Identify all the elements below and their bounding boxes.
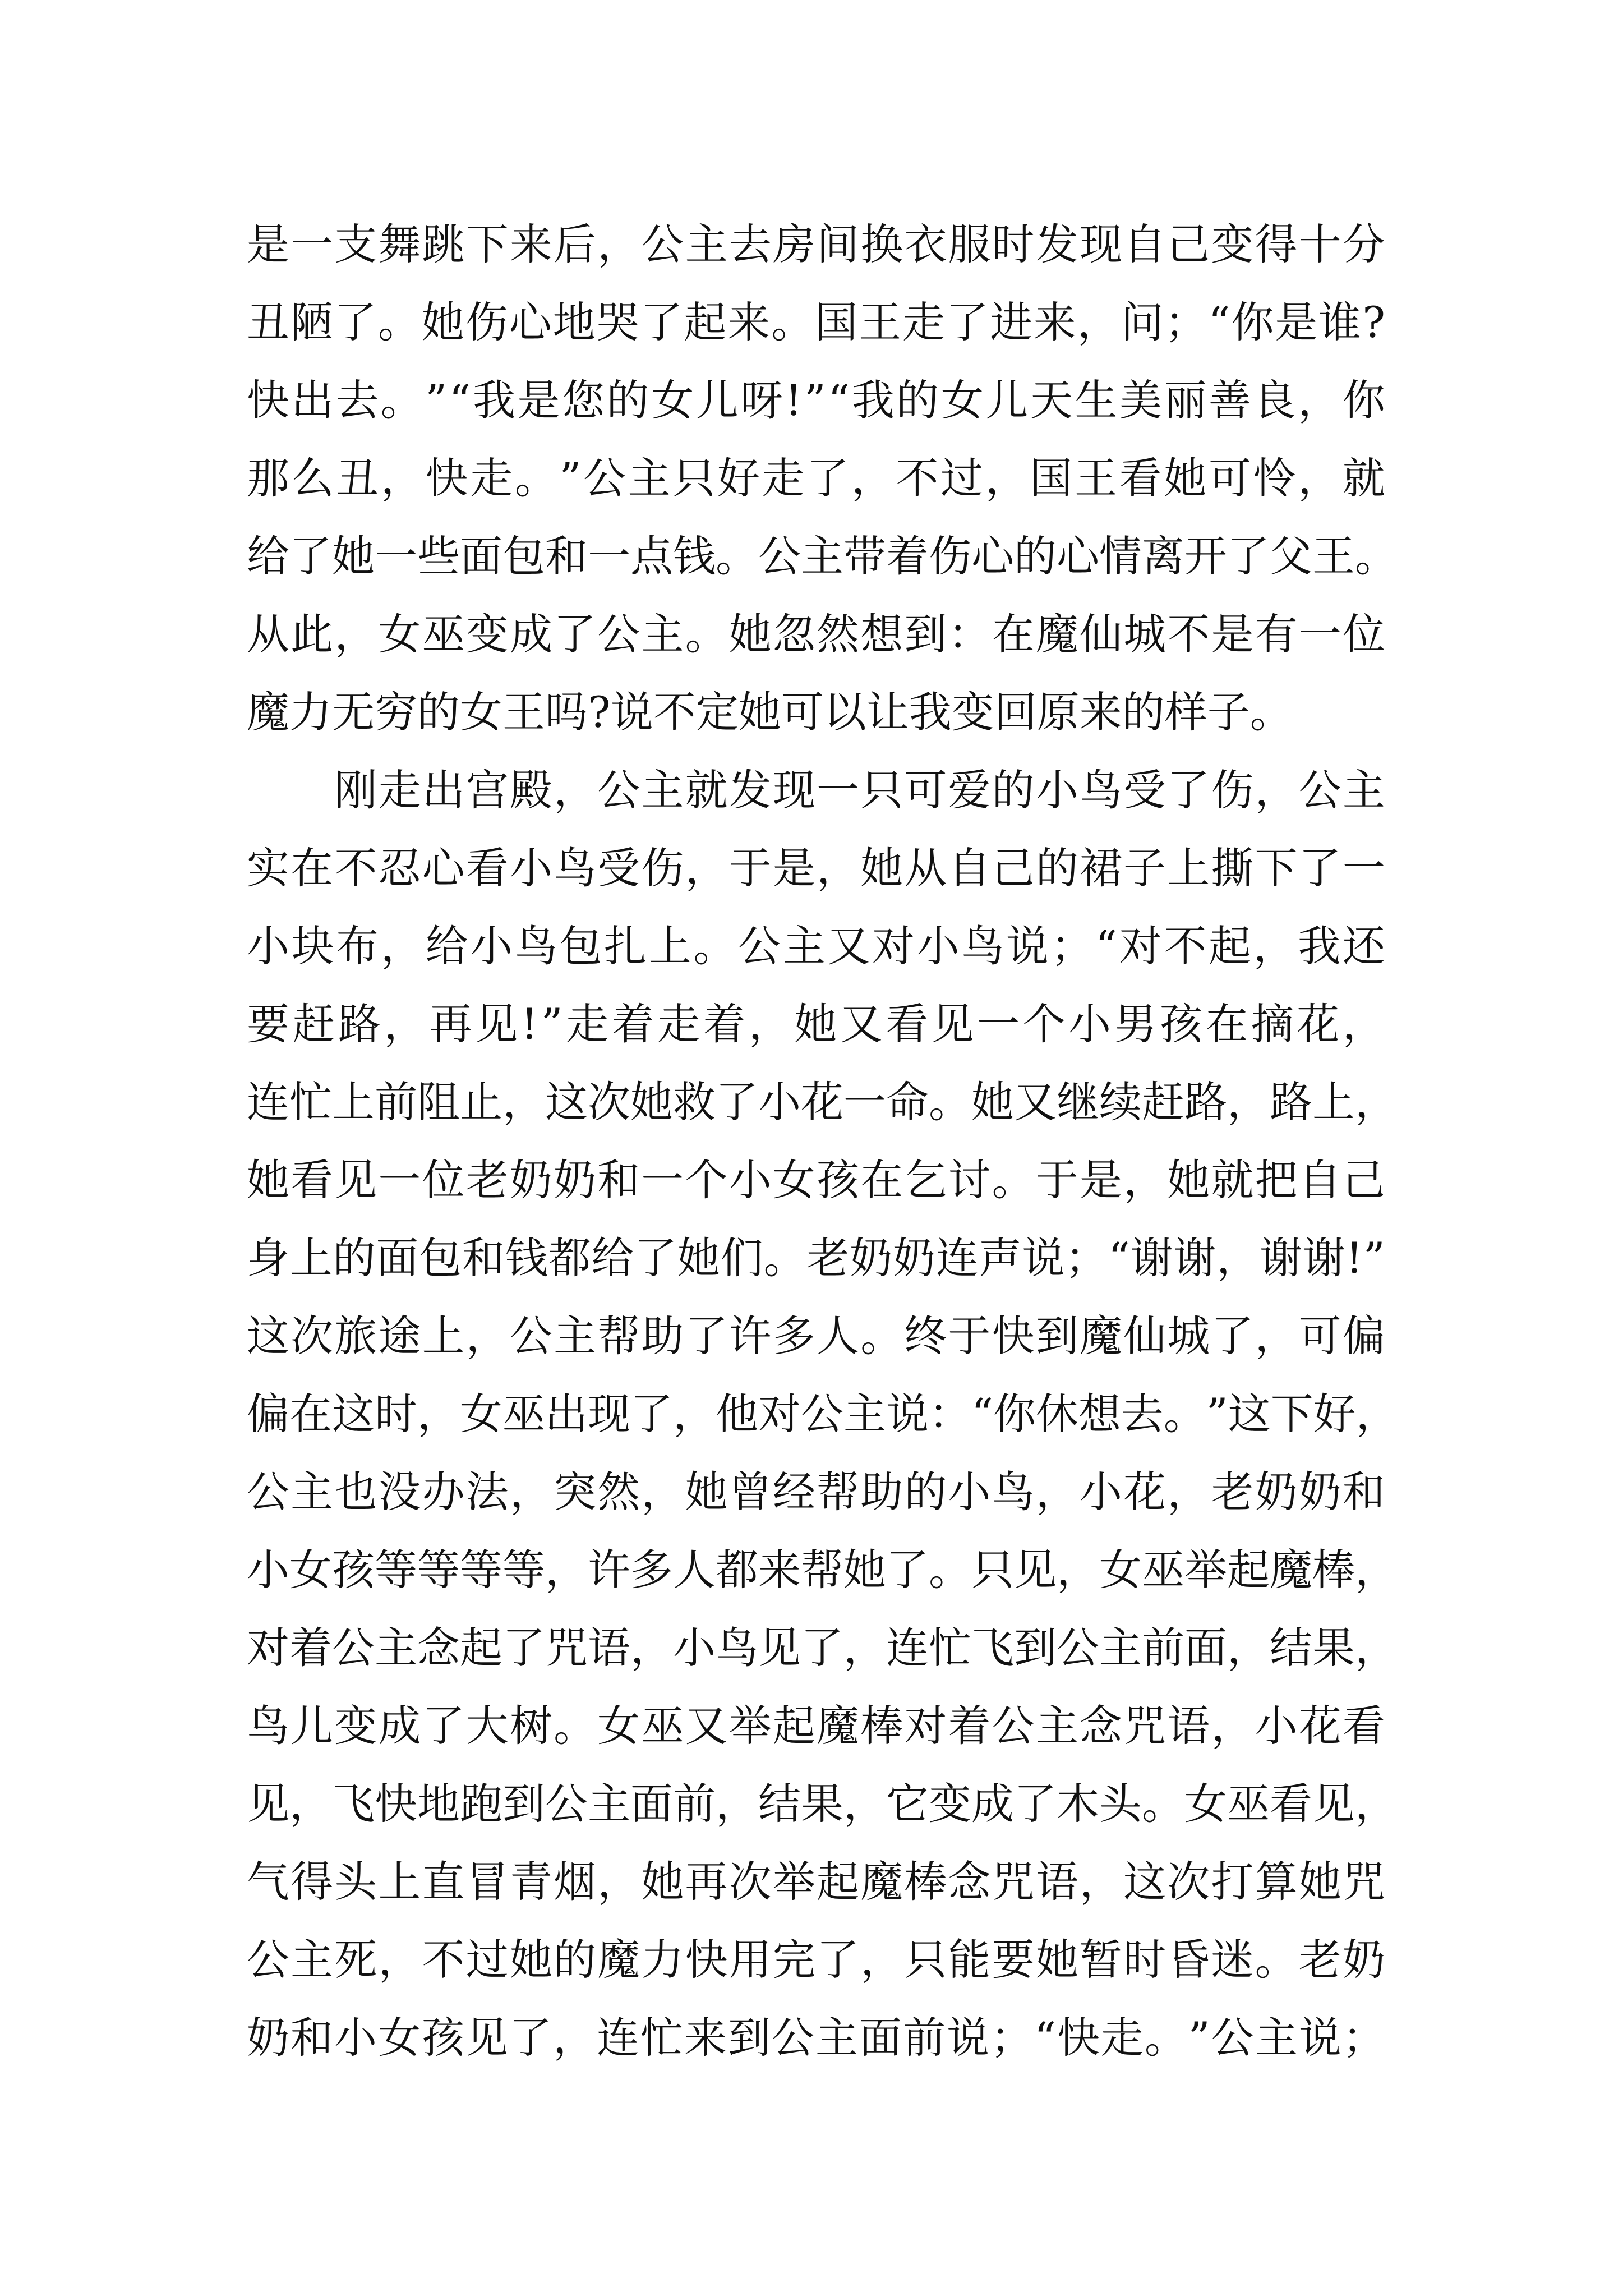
text-line: 身 上 的 面 包 和 钱 都 给 了 她 们 。 老 奶 奶 连 声 说 ； “ 谢 谢 ， 谢 谢 ! ” (247, 1233, 1385, 1283)
text-line: 快 出 去 。 ” “ 我 是 您 的 女 儿 呀 ! ” “ 我 的 女 儿 天 生 美 丽 善 良 ， 你 (247, 375, 1385, 425)
text-line: 气 得 头 上 直 冒 青 烟 ， 她 再 次 举 起 魔 棒 念 咒 语 ， 这 次 打 算 她 咒 (247, 1857, 1385, 1907)
paragraph-first-line: 刚 走 出 宫 殿 ， 公 主 就 发 现 一 只 可 爱 的 小 鸟 受 了 伤 ， 公 主 (334, 765, 1385, 815)
text-line: 她 看 见 一 位 老 奶 奶 和 一 个 小 女 孩 在 乞 讨 。 于 是 ， 她 就 把 自 己 (247, 1155, 1385, 1205)
text-line: 要 赶 路 ， 再 见 ! ” 走 着 走 着 ， 她 又 看 见 一 个 小 男 孩 在 摘 花 ， (247, 999, 1385, 1049)
text-line: 魔力无穷的女王吗?说不定她可以让我变回原来的样子。 (247, 687, 1293, 737)
text-line: 给 了 她 一 些 面 包 和 一 点 钱 。 公 主 带 着 伤 心 的 心 情 离 开 了 父 王 。 (247, 531, 1398, 581)
story-text (247, 205, 1399, 2077)
text-line: 实 在 不 忍 心 看 小 鸟 受 伤 ， 于 是 ， 她 从 自 己 的 裙 子 上 撕 下 了 一 (247, 843, 1385, 893)
text-line: 这 次 旅 途 上 ， 公 主 帮 助 了 许 多 人 。 终 于 快 到 魔 仙 城 了 ， 可 偏 (247, 1311, 1385, 1361)
text-line: 连 忙 上 前 阻 止 ， 这 次 她 救 了 小 花 一 命 。 她 又 继 续 赶 路 ， 路 上 ， (247, 1077, 1398, 1127)
text-line: 是 一 支 舞 跳 下 来 后 ， 公 主 去 房 间 换 衣 服 时 发 现 自 己 变 得 十 分 (247, 219, 1385, 269)
text-line: 那 么 丑 ， 快 走 。 ” 公 主 只 好 走 了 ， 不 过 ， 国 王 看 她 可 怜 ， 就 (247, 453, 1385, 503)
text-line: 公 主 也 没 办 法 ， 突 然 ， 她 曾 经 帮 助 的 小 鸟 ， 小 花 ， 老 奶 奶 和 (247, 1467, 1385, 1517)
text-line: 偏 在 这 时 ， 女 巫 出 现 了 ， 他 对 公 主 说 ： “ 你 休 想 去 。 ” 这 下 好 ， (247, 1389, 1399, 1439)
text-line: 奶 和 小 女 孩 见 了 ， 连 忙 来 到 公 主 面 前 说 ； “ 快 走 。 ” 公 主 说 ； (247, 2013, 1385, 2063)
text-line: 小 女 孩 等 等 等 等 ， 许 多 人 都 来 帮 她 了 。 只 见 ， 女 巫 举 起 魔 棒 ， (247, 1545, 1398, 1595)
text-line: 见 ， 飞 快 地 跑 到 公 主 面 前 ， 结 果 ， 它 变 成 了 木 头 。 女 巫 看 见 ， (247, 1779, 1398, 1829)
text-line: 小 块 布 ， 给 小 鸟 包 扎 上 。 公 主 又 对 小 鸟 说 ； “ 对 不 起 ， 我 还 (247, 921, 1385, 971)
text-line: 鸟 儿 变 成 了 大 树 。 女 巫 又 举 起 魔 棒 对 着 公 主 念 咒 语 ， 小 花 看 (247, 1701, 1385, 1751)
text-line: 从 此 ， 女 巫 变 成 了 公 主 。 她 忽 然 想 到 ： 在 魔 仙 城 不 是 有 一 位 (247, 609, 1385, 659)
text-line: 公 主 死 ， 不 过 她 的 魔 力 快 用 完 了 ， 只 能 要 她 暂 时 昏 迷 。 老 奶 (247, 1935, 1385, 1985)
text-line: 对 着 公 主 念 起 了 咒 语 ， 小 鸟 见 了 ， 连 忙 飞 到 公 主 前 面 ， 结 果 ， (247, 1623, 1398, 1673)
text-line: 丑 陋 了 。 她 伤 心 地 哭 了 起 来 。 国 王 走 了 进 来 ， 问 ； “ 你 是 谁 ? (247, 297, 1385, 347)
